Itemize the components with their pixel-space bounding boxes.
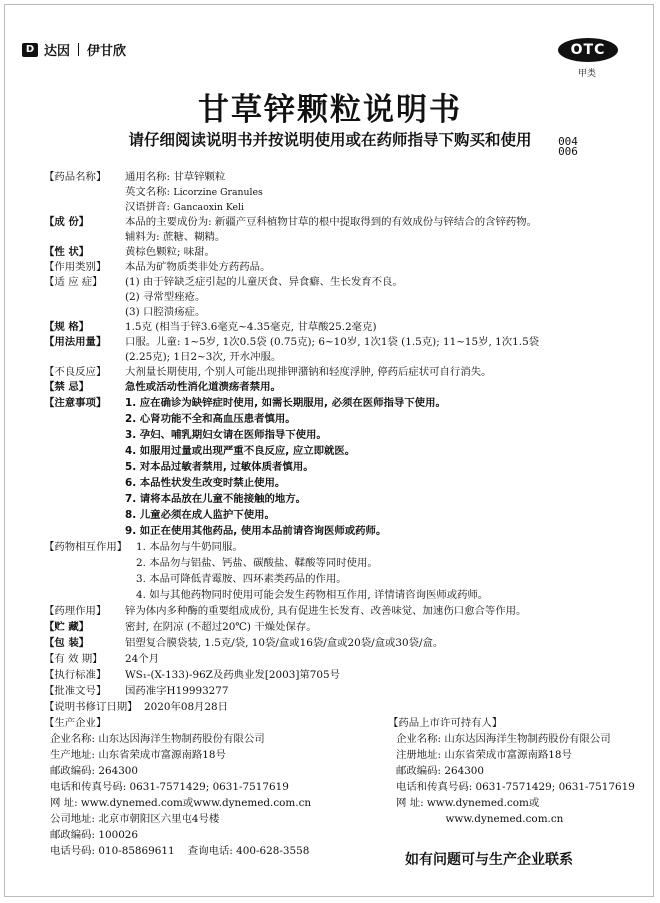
excipients-text: 辅料为: 蔗糖、糊精。 — [125, 231, 226, 243]
character-text: 黄棕色颗粒; 味甜。 — [125, 246, 215, 258]
ingredients-row — [44, 215, 644, 230]
precautions-row-5 — [44, 459, 644, 475]
precautions-row-8 — [44, 507, 644, 523]
manufacturer-line: 电话号码: 010-85869611 查询电话: 400-628-3558 — [50, 845, 310, 857]
indication-item: (3) 口腔溃疡症。 — [125, 306, 206, 318]
dosage-label: 【用法用量】 — [44, 336, 107, 348]
precaution-item: 8. 儿童必须在成人监护下使用。 — [125, 509, 275, 521]
pinyin-name: Gancaoxin Keli — [173, 202, 244, 213]
english-name-label: 英文名称: — [125, 186, 171, 198]
storage-text: 密封, 在阴凉 (不超过20℃) 干燥处保存。 — [125, 621, 317, 633]
precaution-item: 4. 如服用过量或出现严重不良反应, 应立即就医。 — [125, 445, 356, 457]
otc-class: 甲类 — [578, 69, 597, 79]
adverse-row — [44, 365, 644, 380]
category-label: 【作用类别】 — [44, 261, 107, 273]
contraindications-text: 急性或活动性消化道溃疡者禁用。 — [125, 381, 281, 393]
precaution-item: 1. 应在确诊为缺锌症时使用, 如需长期服用, 必须在医师指导下使用。 — [125, 397, 446, 409]
adverse-label: 【不良反应】 — [44, 366, 107, 378]
english-name-row — [44, 185, 644, 200]
approval-row — [44, 683, 644, 699]
precautions-label: 【注意事项】 — [44, 397, 107, 409]
category-row — [44, 260, 644, 275]
revision-row — [44, 699, 644, 715]
pinyin-label: 汉语拼音: — [125, 201, 171, 213]
dosage-text: 口服。儿童: 1~5岁, 1次0.5袋 (0.75克); 6~10岁, 1次1袋 (1.5克); 11~15岁, 1次1.5袋 — [125, 336, 540, 348]
precautions-row-3 — [44, 427, 644, 443]
interactions-row-2 — [44, 555, 644, 571]
interaction-item: 2. 本品勿与铝盐、钙盐、碳酸盐、鞣酸等同时使用。 — [136, 557, 378, 569]
indication-item: (2) 寻常型痤疮。 — [125, 291, 206, 303]
license-holder-line: 邮政编码: 264300 — [396, 765, 485, 777]
validity-row — [44, 651, 644, 667]
interactions-row — [44, 539, 644, 555]
ingredients-text: 本品的主要成份为: 新疆产豆科植物甘草的根中提取得到的有效成份与锌结合的含锌药物。 — [125, 216, 538, 228]
package-text: 铝塑复合膜袋装, 1.5克/袋, 10袋/盒或16袋/盒或20袋/盒或30袋/盒。 — [125, 637, 444, 649]
manufacturer-label: 【生产企业】 — [44, 717, 107, 729]
validity-label: 【有 效 期】 — [44, 653, 103, 665]
precaution-item: 2. 心肾功能不全和高血压患者慎用。 — [125, 413, 296, 425]
manufacturer-line: 公司地址: 北京市朝阳区六里屯4号楼 — [50, 813, 220, 825]
indications-label: 【适 应 症】 — [44, 276, 103, 288]
precaution-item: 6. 本品性状发生改变时禁止使用。 — [125, 477, 286, 489]
pinyin-row — [44, 200, 644, 215]
precautions-row-2 — [44, 411, 644, 427]
precautions-row-7 — [44, 491, 644, 507]
precaution-item: 5. 对本品过敏者禁用, 过敏体质者慎用。 — [125, 461, 314, 473]
interaction-item: 1. 本品勿与牛奶同服。 — [136, 541, 243, 553]
interactions-row-3 — [44, 571, 644, 587]
license-holder-line: 电话和传真号码: 0631-7571429; 0631-7517619 — [396, 781, 635, 793]
license-holder-label: 【药品上市许可持有人】 — [388, 717, 503, 729]
precautions-row-9 — [44, 523, 644, 539]
interaction-item: 4. 如与其他药物同时使用可能会发生药物相互作用, 详情请咨询医师或药师。 — [136, 589, 489, 601]
license-holder-line: 注册地址: 山东省荣成市富源南路18号 — [396, 749, 572, 761]
manufacturer-line: 网 址: www.dynemed.com或www.dynemed.com.cn — [50, 797, 312, 809]
character-row — [44, 245, 644, 260]
revision-label: 【说明书修订日期】 — [44, 701, 138, 713]
company-row-5 — [44, 781, 644, 811]
manufacturer-line: 企业名称: 山东达因海洋生物制药股份有限公司 — [50, 733, 265, 745]
manufacturer-line: 邮政编码: 100026 — [50, 829, 139, 841]
approval-label: 【批准文号】 — [44, 685, 107, 697]
specification-row — [44, 320, 644, 335]
precaution-item: 7. 请将本品放在儿童不能接触的地方。 — [125, 493, 307, 505]
storage-row — [44, 619, 644, 635]
manufacturer-line: 电话和传真号码: 0631-7571429; 0631-7517619 — [50, 781, 289, 793]
indications-row — [44, 275, 644, 290]
drug-name-label: 【药品名称】 — [44, 171, 107, 183]
dayin-logo-icon: D — [22, 43, 38, 57]
page-subtitle: 请仔细阅读说明书并按说明使用或在药师指导下购买和使用 — [128, 131, 532, 149]
standard-row — [44, 667, 644, 683]
pharmacology-row — [44, 603, 644, 619]
storage-label: 【贮 藏】 — [44, 621, 90, 633]
manufacturer-line: 生产地址: 山东省荣成市富源南路18号 — [50, 749, 226, 761]
english-name: Licorzine Granules — [173, 187, 263, 198]
precaution-item: 3. 孕妇、哺乳期妇女请在医师指导下使用。 — [125, 429, 327, 441]
side-code: 004006 — [558, 135, 578, 158]
precautions-row — [44, 395, 644, 411]
drug-name-row — [44, 170, 644, 185]
dosage-row-2 — [44, 350, 644, 365]
leaflet-body — [44, 170, 644, 859]
license-holder-line: www.dynemed.com.cn — [396, 813, 564, 825]
companies-header-row — [44, 715, 644, 731]
package-row — [44, 635, 644, 651]
pharmacology-text: 锌为体内多种酶的重要组成成份, 具有促进生长发育、改善味觉、加速伤口愈合等作用。 — [125, 605, 527, 617]
category-text: 本品为矿物质类非处方药药品。 — [125, 261, 271, 273]
indications-row-3 — [44, 305, 644, 320]
standard-text: WS₁-(X-133)-96Z及药典业发[2003]第705号 — [125, 669, 341, 681]
interactions-label: 【药物相互作用】 — [44, 541, 128, 553]
contact-note: 如有问题可与生产企业联系 — [405, 852, 573, 868]
license-holder-line: 企业名称: 山东达因海洋生物制药股份有限公司 — [396, 733, 611, 745]
adverse-text: 大剂量长期使用, 个别人可能出现排钾潴钠和轻度浮肿, 停药后症状可自行消失。 — [125, 366, 492, 378]
manufacturer-line: 邮政编码: 264300 — [50, 765, 139, 777]
page-title: 甘草锌颗粒说明书 — [198, 92, 462, 128]
license-holder-line: 网 址: www.dynemed.com或 — [396, 797, 540, 809]
common-name: 通用名称: 甘草锌颗粒 — [125, 171, 226, 183]
standard-label: 【执行标准】 — [44, 669, 107, 681]
brand-divider — [78, 43, 79, 56]
revision-text: 2020年08月28日 — [144, 701, 229, 713]
dosage-text-2: (2.25克); 1日2~3次, 开水冲服。 — [125, 351, 282, 363]
brand-secondary: 伊甘欣 — [87, 44, 127, 59]
brand-logo — [22, 40, 126, 59]
interactions-row-4 — [44, 587, 644, 603]
indication-item: (1) 由于锌缺乏症引起的儿童厌食、异食癖、生长发育不良。 — [125, 276, 403, 288]
validity-text: 24个月 — [125, 653, 160, 665]
ingredients-label: 【成 份】 — [44, 216, 90, 228]
approval-text: 国药准字H19993277 — [125, 685, 229, 697]
precautions-row-4 — [44, 443, 644, 459]
precautions-row-6 — [44, 475, 644, 491]
precaution-item: 9. 如正在使用其他药品, 使用本品前请咨询医师或药师。 — [125, 525, 387, 537]
interaction-item: 3. 本品可降低青霉胺、四环素类药品的作用。 — [136, 573, 347, 585]
excipients-row — [44, 230, 644, 245]
pharmacology-label: 【药理作用】 — [44, 605, 107, 617]
indications-row-2 — [44, 290, 644, 305]
package-label: 【包 装】 — [44, 637, 90, 649]
contraindications-row — [44, 380, 644, 395]
otc-badge: OTC — [558, 38, 618, 62]
contraindications-label: 【禁 忌】 — [44, 381, 90, 393]
specification-label: 【规 格】 — [44, 321, 90, 333]
character-label: 【性 状】 — [44, 246, 90, 258]
dosage-row — [44, 335, 644, 350]
brand-primary: 达因 — [44, 44, 71, 59]
specification-text: 1.5克 (相当于锌3.6毫克~4.35毫克, 甘草酸25.2毫克) — [125, 321, 377, 333]
